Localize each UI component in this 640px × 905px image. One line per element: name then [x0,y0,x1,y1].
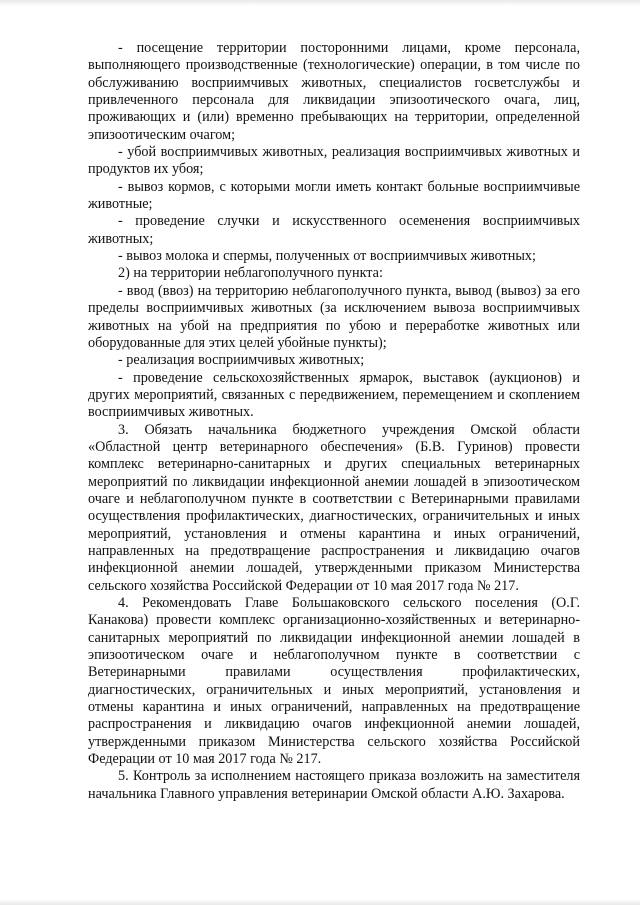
paragraph-visit-ban: - посещение территории посторонними лицами, кроме персонала, выполняющего производственные (технологические) операции, в том числе по обслуживанию восприимчивых животных, специалистов госветслужбы и привлеченного персонала для ликвидации эпизоотического очага, лиц, проживающих и (или) временно пребывающих на территории, определенной эпизоотическим очагом; [88,40,580,143]
paragraph-point-2-heading: 2) на территории неблагополучного пункта: [118,265,383,282]
paragraph-milk-export-ban: - вывоз молока и спермы, полученных от восприимчивых животных; [118,248,536,265]
paragraph-fairs-ban: - проведение сельскохозяйственных ярмарок, выставок (аукционов) и других мероприятий, связанных с передвижением, перемещением и скоплением восприимчивых животных. [88,369,580,421]
document-body [88,40,580,803]
paragraph-sale-ban: - реализация восприимчивых животных; [118,352,365,369]
paragraph-slaughter-ban: - убой восприимчивых животных, реализация восприимчивых животных и продуктов их убоя; [88,144,580,178]
paragraph-item-4: 4. Рекомендовать Главе Большаковского сельского поселения (О.Г. Канакова) провести комплекс организационно-хозяйственных и ветеринарно-санитарных мероприятий по ликвидации инфекционной анемии лошадей в эпизоотическом очаге и неблагополучном пункте в соответствии с Ветеринарными правилами осуществления профилактических, диагностических, ограничительных и иных мероприятий, установления и отмены карантина и иных ограничений, направленных на предотвращение распространения и ликвидацию очагов инфекционной анемии лошадей, утвержденными приказом Министерства сельского хозяйства Российской Федерации от 10 мая 2017 года № 217. [88,595,580,768]
paragraph-feed-export-ban: - вывоз кормов, с которыми могли иметь контакт больные восприимчивые животные; [88,178,580,213]
paragraph-item-5: 5. Контроль за исполнением настоящего приказа возложить на заместителя начальника Главного управления ветеринарии Омской области А.Ю. Захарова. [88,768,580,802]
scan-edge-bottom [0,899,640,905]
paragraph-animal-transfer-ban: - ввод (ввоз) на территорию неблагополучного пункта, вывод (вывоз) за его пределы восприимчивых животных (за исключением вывоза восприимчивых животных на убой на предприятия по убою и переработке животных или оборудованные для этих целей убойные пункты); [88,282,580,351]
paragraph-item-3: 3. Обязать начальника бюджетного учреждения Омской области «Областной центр ветеринарного обеспечения» (Б.В. Гуринов) провести комплекс ветеринарно-санитарных и других специальных ветеринарных мероприятий по ликвидации инфекционной анемии лошадей в эпизоотическом очаге и неблагополучном пункте в соответствии с Ветеринарными правилами осуществления профилактических, диагностических, ограничительных и иных мероприятий, установления и отмены карантина и иных ограничений, направленных на предотвращение распространения и ликвидацию очагов инфекционной анемии лошадей, утвержденными приказом Министерства сельского хозяйства Российской Федерации от 10 мая 2017 года № 217. [88,421,580,594]
scan-edge-top [0,0,640,6]
paragraph-breeding-ban: - проведение случки и искусственного осеменения восприимчивых животных; [88,213,580,247]
